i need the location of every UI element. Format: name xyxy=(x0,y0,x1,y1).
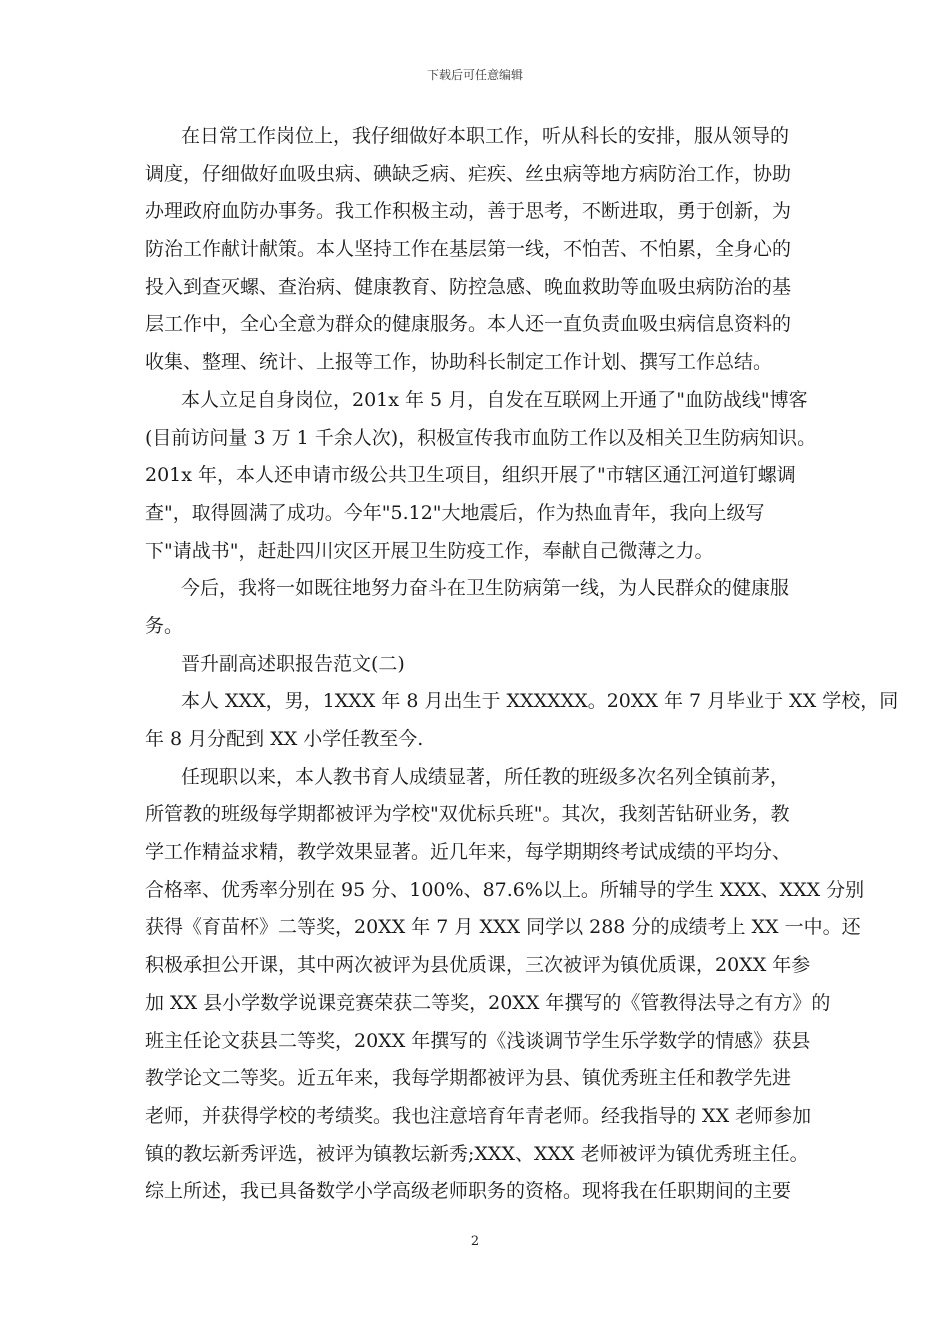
paragraph xyxy=(145,118,845,382)
running-header: 下载后可任意编辑 xyxy=(426,68,523,82)
text-line: 教学论文二等奖。近五年来，我每学期都被评为县、镇优秀班主任和教学先进 xyxy=(145,1067,792,1090)
text-line: 任现职以来，本人教书育人成绩显著，所任教的班级多次名列全镇前茅， xyxy=(181,765,790,788)
text-line: 调度，仔细做好血吸虫病、碘缺乏病、疟疾、丝虫病等地方病防治工作，协助 xyxy=(145,162,792,185)
text-line: 收集、整理、统计、上报等工作，协助科长制定工作计划、撰写工作总结。 xyxy=(145,351,773,374)
text-line: 本人 XXX，男，1XXX 年 8 月出生于 XXXXXX。20XX 年 7 月毕业于 XX 学校，同 xyxy=(181,690,899,713)
text-line: 晋升副高述职报告范文(二) xyxy=(181,652,405,675)
text-line: 下"请战书"，赶赴四川灾区开展卫生防疫工作，奉献自己微薄之力。 xyxy=(145,539,714,562)
paragraph xyxy=(145,570,845,645)
paragraph xyxy=(145,759,865,1211)
text-line: 层工作中，全心全意为群众的健康服务。本人还一直负责血吸虫病信息资料的 xyxy=(145,313,792,336)
text-line: 投入到查灭螺、查治病、健康教育、防控急感、晚血救助等血吸虫病防治的基 xyxy=(145,275,792,298)
text-line: 合格率、优秀率分别在 95 分、100%、87.6%以上。所辅导的学生 XXX、XXX 分别 xyxy=(145,878,865,901)
text-line: 本人立足自身岗位，201x 年 5 月，自发在互联网上开通了"血防战线"博客 xyxy=(181,388,808,411)
text-line: 201x 年，本人还申请市级公共卫生项目，组织开展了"市辖区通江河道钉螺调 xyxy=(145,464,796,487)
text-line: 综上所述，我已具备数学小学高级老师职务的资格。现将我在任职期间的主要 xyxy=(145,1180,792,1203)
text-line: 镇的教坛新秀评选，被评为镇教坛新秀;XXX、XXX 老师被评为镇优秀班主任。 xyxy=(145,1142,809,1165)
text-line: 办理政府血防办事务。我工作积极主动，善于思考，不断进取，勇于创新，为 xyxy=(145,200,792,223)
text-line: 今后，我将一如既往地努力奋斗在卫生防病第一线，为人民群众的健康服 xyxy=(181,577,790,600)
document-body xyxy=(145,118,899,1211)
text-line: 年 8 月分配到 XX 小学任教至今. xyxy=(145,728,424,750)
text-line: 查"，取得圆满了成功。今年"5.12"大地震后，作为热血青年，我向上级写 xyxy=(145,501,765,524)
text-line: (目前访问量 3 万 1 千余人次)，积极宣传我市血防工作以及相关卫生防病知识。 xyxy=(145,426,817,449)
paragraph xyxy=(145,382,845,570)
page-number: 2 xyxy=(470,1234,480,1249)
text-line: 学工作精益求精，教学效果显著。近几年来，每学期期终考试成绩的平均分、 xyxy=(145,841,792,864)
text-line: 在日常工作岗位上，我仔细做好本职工作，听从科长的安排，服从领导的 xyxy=(181,125,790,147)
text-line: 获得《育苗杯》二等奖，20XX 年 7 月 XXX 同学以 288 分的成绩考上 XX 一中。还 xyxy=(145,916,861,939)
text-line: 班主任论文获县二等奖，20XX 年撰写的《浅谈调节学生乐学数学的情感》获县 xyxy=(145,1029,811,1052)
text-line: 加 XX 县小学数学说课竞赛荣获二等奖，20XX 年撰写的《管教得法导之有方》的 xyxy=(145,991,831,1014)
text-line: 防治工作献计献策。本人坚持工作在基层第一线，不怕苦、不怕累，全身心的 xyxy=(145,238,792,261)
text-line: 所管教的班级每学期都被评为学校"双优标兵班"。其次，我刻苦钻研业务，教 xyxy=(145,803,790,826)
text-line: 务。 xyxy=(145,614,184,637)
text-line: 老师，并获得学校的考绩奖。我也注意培育年青老师。经我指导的 XX 老师参加 xyxy=(145,1104,812,1127)
paragraph xyxy=(145,646,845,684)
text-line: 积极承担公开课，其中两次被评为县优质课，三次被评为镇优质课，20XX 年参 xyxy=(145,954,811,977)
paragraph xyxy=(145,683,899,758)
